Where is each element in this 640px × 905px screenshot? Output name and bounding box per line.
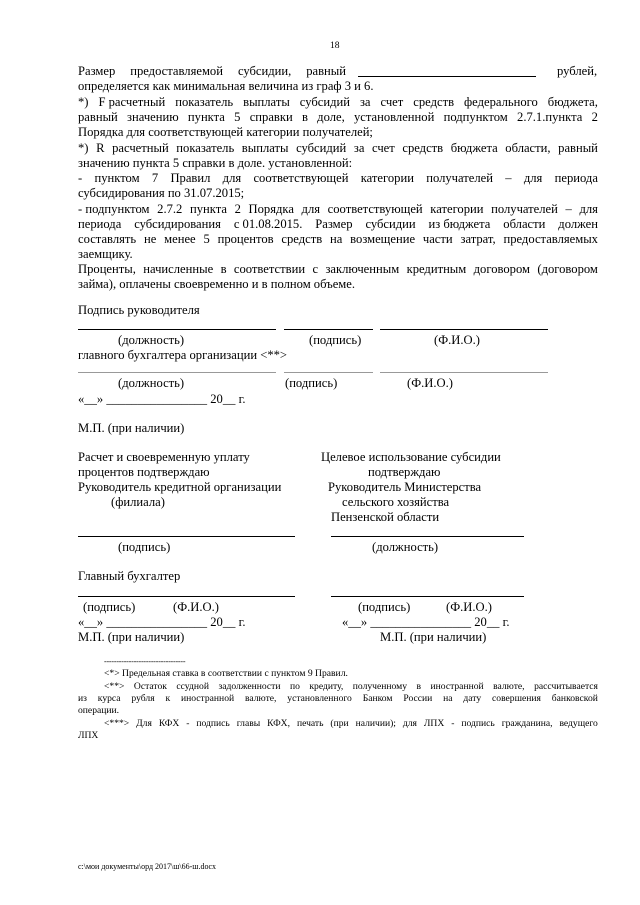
word: Размер [78,64,116,78]
ministry-confirm-line5: Пензенской области [331,510,440,524]
para3-line6 [78,217,598,232]
para3-line3 [78,171,598,186]
para1-line1-end: рублей, [557,64,598,78]
bank-confirm-line3: Руководитель кредитной организации [78,480,282,494]
word: на [443,693,453,704]
word: равный [558,141,598,155]
ministry-confirm-line3: Руководитель Министерства [328,480,482,494]
word: - [451,718,455,729]
word: бюджета, [547,95,598,109]
word: категории [430,202,484,216]
bank-date-line[interactable]: «__» ________________ 20__ г. [78,615,246,629]
bank-signature-caption: (подпись) [118,540,171,554]
word: F расчетный [98,95,166,109]
word: - подпунктом [78,202,150,216]
word: области [503,217,546,231]
head-position-caption: (должность) [118,333,185,347]
word: установленного [287,693,352,704]
ministry-confirm-line4: сельского хозяйства [342,495,450,509]
footnote-2-line1 [104,681,598,693]
ministry-position-caption: (должность) [372,540,439,554]
head-fio-field[interactable] [380,329,548,330]
word: субсидий [299,95,350,109]
word: субсидии, [237,64,292,78]
word: составлять [78,232,137,246]
bank-acc-fio-caption: (Ф.И.О.) [173,600,219,614]
word: менее [164,232,196,246]
footnote-2-line3: операции. [78,705,120,716]
word: соответствующей [327,202,423,216]
word: области, [505,141,551,155]
word: – [505,171,512,185]
word: ЛПХ [423,718,445,729]
word: справки [249,110,293,124]
word: периода [554,171,598,185]
head-signature-field[interactable] [284,329,373,330]
footnote-1: <*> Предельная ставка в соответствии с пунктом 9 Правил. [104,668,348,679]
word: пунктом [94,171,140,185]
word: показатель [176,141,235,155]
word: счет [380,95,404,109]
word: валюте, [245,693,277,704]
word: наличии); [355,718,396,729]
word: дату [463,693,482,704]
word: заключенным [325,262,400,276]
word: ссудной [176,681,209,692]
word: в [301,110,308,124]
para3-line5 [78,202,598,217]
chief-acc-position-field[interactable] [78,372,276,373]
word: установленной [353,110,435,124]
ministry-date-line[interactable]: «__» ________________ 20__ г. [342,615,510,629]
word: категории [360,171,414,185]
word: задолженности [218,681,281,692]
word: 7 [151,171,159,185]
ministry-position-field[interactable] [331,536,524,537]
footnote-3-line1 [104,718,598,730]
word: к [165,693,171,704]
word: рассчитывается [534,681,598,692]
para4-line1 [78,262,598,277]
bank-confirm-line4: (филиала) [111,495,165,509]
subsidy-amount-field[interactable] [358,76,536,77]
word: средств [402,141,444,155]
word: для [523,171,543,185]
bank-stamp-note: М.П. (при наличии) [78,630,185,644]
word: Остаток [133,681,167,692]
para2-line3: Порядка для соответствующей категории получателей; [78,125,373,139]
para3-line7 [78,232,598,247]
word: соответствующей [253,171,349,185]
bank-signature-field[interactable] [78,536,295,537]
ministry-stamp-note: М.П. (при наличии) [380,630,487,644]
word: Размер [315,217,353,231]
para3-line2: значению пункта 5 справки в доле. установленной: [78,156,353,170]
word: пункта [187,110,225,124]
para3-line8: заемщику. [78,247,133,261]
para1-line2: определяется как минимальная величина из граф 3 и 6. [78,79,374,93]
word: должен [558,217,598,231]
word: главы [236,718,261,729]
word: показатель [175,95,234,109]
word: на [330,232,343,246]
word: Проценты, [78,262,136,276]
word: начисленные [143,262,214,276]
word: за [353,141,365,155]
word: выплаты [243,95,290,109]
footnote-separator: --------------------------------- [104,657,186,666]
word: в [220,262,227,276]
word: доле, [317,110,345,124]
footnote-2-line2 [78,693,598,705]
word: по [289,681,300,692]
word: получателей [426,171,493,185]
para3-line4: субсидирования по 31.07.2015; [78,186,245,200]
word: подпись [196,718,230,729]
word: из [78,693,87,704]
word: предоставляемой [130,64,223,78]
word: рубля [131,693,155,704]
word: равный [78,110,118,124]
ministry-confirm-line2: подтверждаю [368,465,441,479]
word: кредиту, [309,681,344,692]
head-signature-title: Подпись руководителя [78,303,200,317]
word: (при [330,718,349,729]
word: (договором [537,262,598,276]
word: получателей [491,202,558,216]
word: кредитным [406,262,467,276]
stamp-note: М.П. (при наличии) [78,421,185,435]
word: возмещение [350,232,416,246]
word: для [301,202,321,216]
word: *) [78,95,89,109]
chief-acc-position-caption: (должность) [118,376,185,390]
word: бюджета [450,141,498,155]
word: Порядка [248,202,294,216]
word: - [186,718,190,729]
word: гражданина, [501,718,553,729]
word: *) [78,141,89,155]
word: <**> [104,681,125,692]
ministry-acc-signature-caption: (подпись) [358,600,411,614]
word: предоставляемых [503,232,598,246]
word: не [143,232,157,246]
word: - [78,171,83,185]
word: субсидии [365,217,416,231]
word: иностранной [181,693,235,704]
word: из бюджета [428,217,491,231]
word: подпись [461,718,495,729]
ministry-acc-fio-caption: (Ф.И.О.) [446,600,492,614]
word: субсидирования [134,217,221,231]
word: КФХ [158,718,180,729]
footnote-3-line2: ЛПХ [78,730,99,741]
word: 5 [203,232,210,246]
word: с 01.08.2015. [233,217,303,231]
head-signature-caption: (подпись) [309,333,362,347]
head-fio-caption: (Ф.И.О.) [434,333,480,347]
word: соответствии [233,262,306,276]
word: значению [127,110,179,124]
word: – [565,202,572,216]
word: средств [413,95,455,109]
word: ведущего [559,718,598,729]
chief-acc-signature-field[interactable] [284,372,373,373]
word: для [579,202,598,216]
word: печать [296,718,324,729]
bank-acc-sign-field[interactable] [78,596,295,597]
word: средств [281,232,323,246]
word: Банком [362,693,393,704]
para4-line2: займа), оплачены своевременно и в полном объеме. [78,277,356,291]
word: совершения [492,693,541,704]
chief-acc-fio-caption: (Ф.И.О.) [407,376,453,390]
word: субсидий [296,141,347,155]
file-path-footer: c:\мои документы\орд 2017\ш\66-ш.docx [78,862,217,871]
word: КФХ, [267,718,291,729]
word: банковской [551,693,598,704]
word: для [402,718,417,729]
bank-acc-signature-caption: (подпись) [83,600,136,614]
head-position-field[interactable] [78,329,276,330]
word: подпунктом [443,110,508,124]
bank-confirm-line2: процентов подтверждаю [78,465,210,479]
word: Для [136,718,152,729]
chief-acc-signature-caption: (подпись) [285,376,338,390]
page-number: 18 [330,40,340,51]
word: процентов [217,232,274,246]
word: валюте, [493,681,525,692]
word: с [312,262,319,276]
word: России [403,693,433,704]
para1-line1-left [78,64,346,79]
word: федерального [464,95,538,109]
word: для [222,171,242,185]
word: курса [97,693,121,704]
word: периода [78,217,122,231]
word: счет [372,141,395,155]
chief-accountant-label: Главный бухгалтер [78,569,181,583]
word: 2 [234,202,241,216]
ministry-acc-sign-field[interactable] [331,596,524,597]
word: 2.7.2 [157,202,183,216]
word: 5 [234,110,241,124]
para2-line2 [78,110,598,125]
word: части [422,232,453,246]
chief-accountant-org-label: главного бухгалтера организации <**> [78,348,288,362]
word: выплаты [241,141,289,155]
word: за [359,95,371,109]
word: 2 [591,110,598,124]
word: затрат, [460,232,496,246]
ministry-confirm-line1: Целевое использование субсидии [321,450,501,464]
chief-acc-fio-field[interactable] [380,372,548,373]
word: равный [306,64,346,78]
para2-line1 [78,95,598,110]
word: 2.7.1.пункта [517,110,583,124]
para3-line1 [78,141,598,156]
word: иностранной [430,681,484,692]
date-line[interactable]: «__» ________________ 20__ г. [78,392,246,406]
word: пункта [189,202,227,216]
bank-confirm-line1: Расчет и своевременную уплату [78,450,250,464]
word: R [96,141,105,155]
word: полученному [352,681,408,692]
word: Правил [170,171,211,185]
word: договором [473,262,530,276]
word: <***> [104,718,130,729]
word: в [416,681,422,692]
word: расчетный [112,141,169,155]
